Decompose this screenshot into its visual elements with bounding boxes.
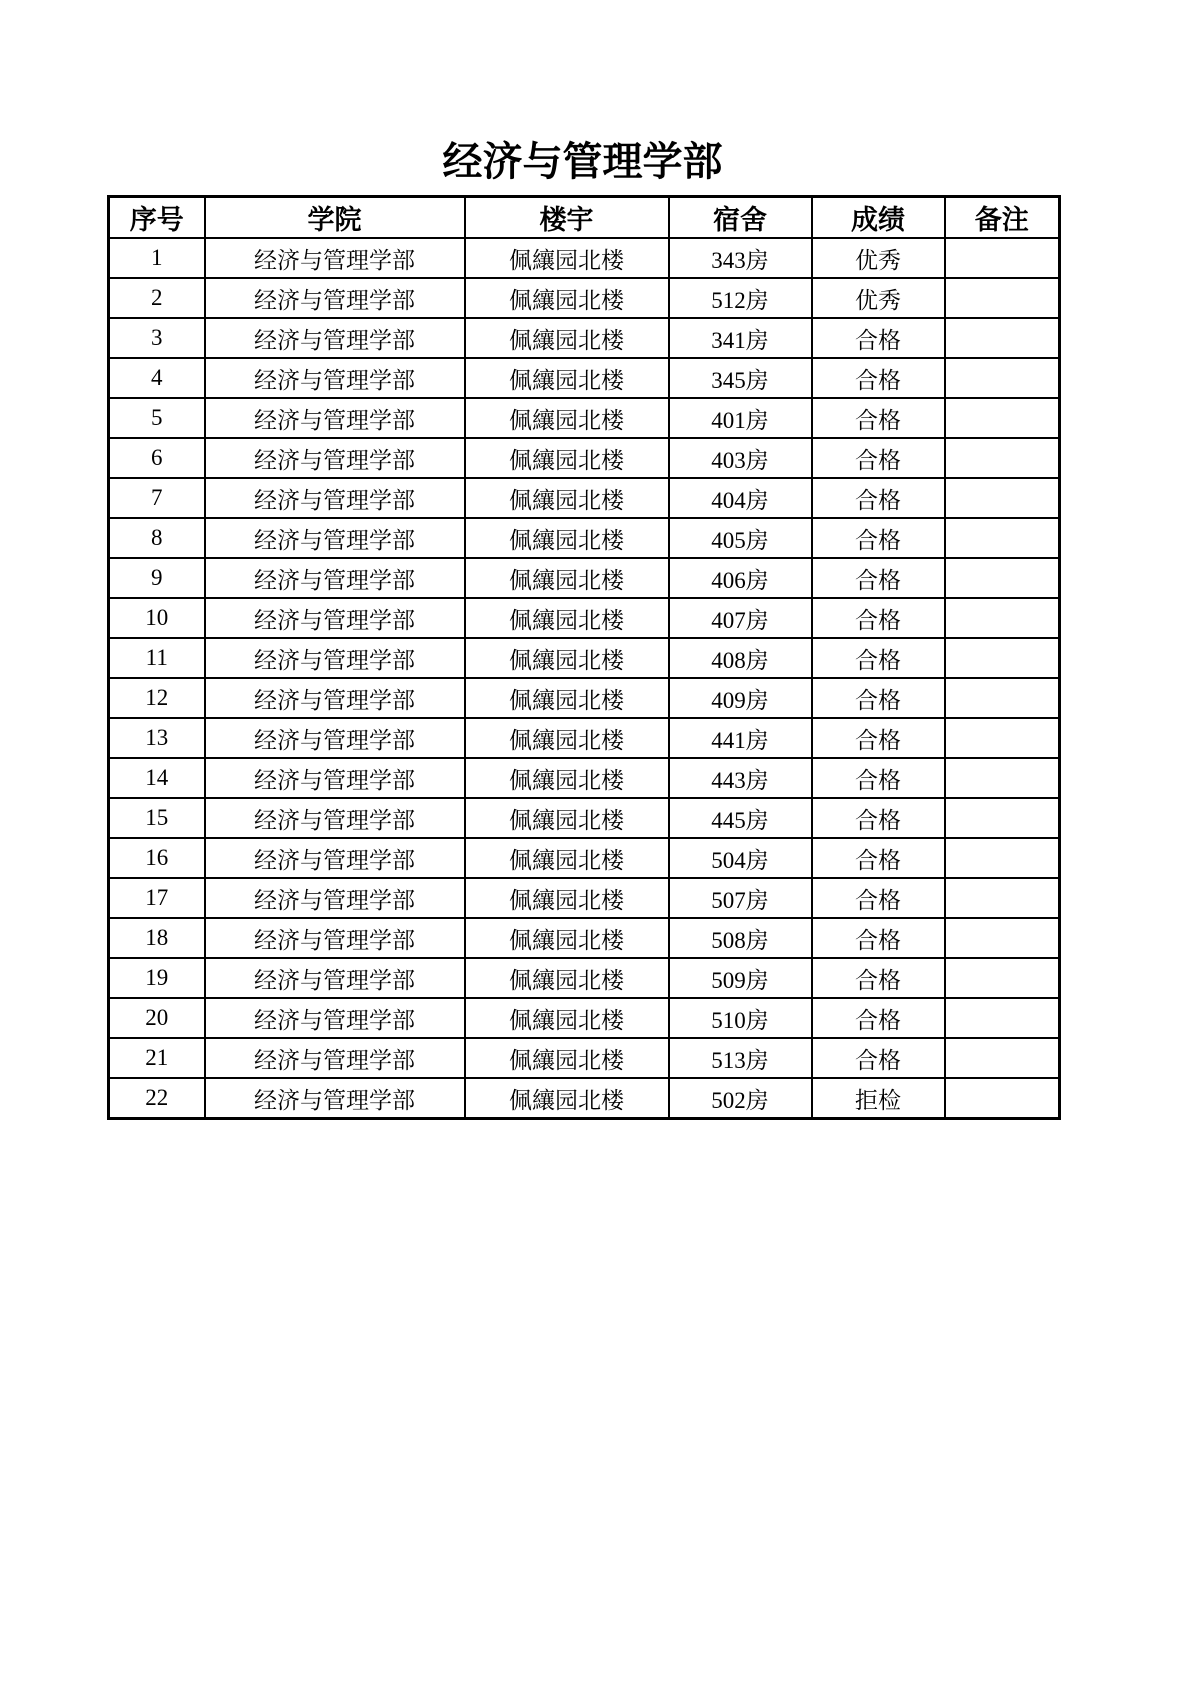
cell-no: 6 [109, 438, 205, 478]
table-row [109, 398, 1060, 438]
cell-room: 443房 [669, 758, 812, 798]
cell-college: 经济与管理学部 [205, 638, 465, 678]
cell-building: 佩纕园北楼 [465, 678, 669, 718]
cell-room: 513房 [669, 1038, 812, 1078]
cell-college: 经济与管理学部 [205, 598, 465, 638]
cell-remark [945, 358, 1060, 398]
cell-room: 341房 [669, 318, 812, 358]
table-row [109, 838, 1060, 878]
cell-no: 1 [109, 238, 205, 278]
cell-building: 佩纕园北楼 [465, 958, 669, 998]
cell-college: 经济与管理学部 [205, 1038, 465, 1078]
table-row [109, 238, 1060, 278]
cell-grade: 合格 [812, 678, 945, 718]
cell-room: 504房 [669, 838, 812, 878]
cell-no: 16 [109, 838, 205, 878]
cell-remark [945, 598, 1060, 638]
cell-building: 佩纕园北楼 [465, 438, 669, 478]
cell-building: 佩纕园北楼 [465, 238, 669, 278]
cell-room: 345房 [669, 358, 812, 398]
cell-college: 经济与管理学部 [205, 1078, 465, 1119]
cell-grade: 合格 [812, 638, 945, 678]
cell-grade: 合格 [812, 878, 945, 918]
header-room: 宿舍 [669, 197, 812, 239]
table-row [109, 678, 1060, 718]
cell-remark [945, 638, 1060, 678]
cell-room: 445房 [669, 798, 812, 838]
table-row [109, 318, 1060, 358]
table-row [109, 798, 1060, 838]
header-college: 学院 [205, 197, 465, 239]
cell-remark [945, 238, 1060, 278]
cell-grade: 拒检 [812, 1078, 945, 1119]
cell-grade: 合格 [812, 478, 945, 518]
cell-remark [945, 998, 1060, 1038]
cell-remark [945, 678, 1060, 718]
cell-no: 11 [109, 638, 205, 678]
cell-college: 经济与管理学部 [205, 278, 465, 318]
cell-grade: 合格 [812, 318, 945, 358]
cell-building: 佩纕园北楼 [465, 358, 669, 398]
cell-no: 13 [109, 718, 205, 758]
cell-remark [945, 918, 1060, 958]
cell-grade: 合格 [812, 438, 945, 478]
cell-grade: 优秀 [812, 238, 945, 278]
cell-college: 经济与管理学部 [205, 478, 465, 518]
cell-no: 9 [109, 558, 205, 598]
header-remark: 备注 [945, 197, 1060, 239]
cell-college: 经济与管理学部 [205, 838, 465, 878]
cell-room: 407房 [669, 598, 812, 638]
header-no: 序号 [109, 197, 205, 239]
table-row [109, 358, 1060, 398]
header-building: 楼宇 [465, 197, 669, 239]
cell-remark [945, 398, 1060, 438]
table-row [109, 1078, 1060, 1119]
cell-no: 14 [109, 758, 205, 798]
cell-college: 经济与管理学部 [205, 358, 465, 398]
cell-college: 经济与管理学部 [205, 238, 465, 278]
cell-no: 18 [109, 918, 205, 958]
cell-college: 经济与管理学部 [205, 798, 465, 838]
cell-no: 12 [109, 678, 205, 718]
header-grade: 成绩 [812, 197, 945, 239]
cell-grade: 合格 [812, 798, 945, 838]
cell-grade: 合格 [812, 398, 945, 438]
cell-grade: 合格 [812, 758, 945, 798]
cell-remark [945, 518, 1060, 558]
cell-no: 7 [109, 478, 205, 518]
table-row [109, 758, 1060, 798]
cell-college: 经济与管理学部 [205, 758, 465, 798]
cell-no: 8 [109, 518, 205, 558]
cell-college: 经济与管理学部 [205, 918, 465, 958]
cell-building: 佩纕园北楼 [465, 838, 669, 878]
cell-remark [945, 438, 1060, 478]
cell-college: 经济与管理学部 [205, 718, 465, 758]
table-row [109, 278, 1060, 318]
cell-building: 佩纕园北楼 [465, 878, 669, 918]
cell-remark [945, 878, 1060, 918]
cell-room: 409房 [669, 678, 812, 718]
cell-grade: 合格 [812, 918, 945, 958]
cell-building: 佩纕园北楼 [465, 398, 669, 438]
cell-remark [945, 1038, 1060, 1078]
cell-college: 经济与管理学部 [205, 878, 465, 918]
cell-grade: 合格 [812, 998, 945, 1038]
table-body [109, 238, 1060, 1119]
cell-remark [945, 718, 1060, 758]
cell-building: 佩纕园北楼 [465, 1078, 669, 1119]
cell-no: 17 [109, 878, 205, 918]
cell-no: 20 [109, 998, 205, 1038]
table-row [109, 878, 1060, 918]
table-row [109, 438, 1060, 478]
cell-college: 经济与管理学部 [205, 518, 465, 558]
cell-remark [945, 558, 1060, 598]
cell-grade: 合格 [812, 558, 945, 598]
cell-remark [945, 278, 1060, 318]
cell-no: 22 [109, 1078, 205, 1119]
table-row [109, 518, 1060, 558]
cell-college: 经济与管理学部 [205, 318, 465, 358]
cell-no: 5 [109, 398, 205, 438]
cell-grade: 合格 [812, 838, 945, 878]
cell-room: 507房 [669, 878, 812, 918]
table-row [109, 598, 1060, 638]
cell-remark [945, 798, 1060, 838]
cell-building: 佩纕园北楼 [465, 598, 669, 638]
cell-room: 508房 [669, 918, 812, 958]
table-row [109, 638, 1060, 678]
cell-room: 512房 [669, 278, 812, 318]
cell-no: 21 [109, 1038, 205, 1078]
cell-remark [945, 958, 1060, 998]
cell-remark [945, 758, 1060, 798]
cell-college: 经济与管理学部 [205, 958, 465, 998]
dormitory-grades-table [107, 195, 1061, 1120]
cell-college: 经济与管理学部 [205, 398, 465, 438]
cell-grade: 合格 [812, 598, 945, 638]
table-row [109, 1038, 1060, 1078]
cell-grade: 合格 [812, 518, 945, 558]
table-row [109, 718, 1060, 758]
table-row [109, 958, 1060, 998]
cell-building: 佩纕园北楼 [465, 918, 669, 958]
cell-building: 佩纕园北楼 [465, 558, 669, 598]
cell-room: 401房 [669, 398, 812, 438]
cell-room: 441房 [669, 718, 812, 758]
cell-college: 经济与管理学部 [205, 438, 465, 478]
cell-remark [945, 318, 1060, 358]
cell-grade: 合格 [812, 718, 945, 758]
cell-no: 15 [109, 798, 205, 838]
cell-building: 佩纕园北楼 [465, 718, 669, 758]
cell-room: 510房 [669, 998, 812, 1038]
cell-remark [945, 838, 1060, 878]
cell-room: 408房 [669, 638, 812, 678]
cell-room: 406房 [669, 558, 812, 598]
table-row [109, 998, 1060, 1038]
cell-room: 343房 [669, 238, 812, 278]
table-row [109, 558, 1060, 598]
cell-building: 佩纕园北楼 [465, 278, 669, 318]
table-row [109, 918, 1060, 958]
cell-college: 经济与管理学部 [205, 678, 465, 718]
page-title: 经济与管理学部 [442, 139, 723, 184]
cell-room: 502房 [669, 1078, 812, 1119]
cell-no: 3 [109, 318, 205, 358]
cell-no: 4 [109, 358, 205, 398]
table-row [109, 478, 1060, 518]
cell-building: 佩纕园北楼 [465, 758, 669, 798]
cell-building: 佩纕园北楼 [465, 318, 669, 358]
cell-building: 佩纕园北楼 [465, 478, 669, 518]
cell-grade: 合格 [812, 958, 945, 998]
cell-building: 佩纕园北楼 [465, 518, 669, 558]
cell-building: 佩纕园北楼 [465, 798, 669, 838]
cell-room: 403房 [669, 438, 812, 478]
cell-room: 405房 [669, 518, 812, 558]
cell-room: 404房 [669, 478, 812, 518]
cell-room: 509房 [669, 958, 812, 998]
cell-college: 经济与管理学部 [205, 998, 465, 1038]
header-row [109, 197, 1060, 239]
cell-college: 经济与管理学部 [205, 558, 465, 598]
cell-no: 19 [109, 958, 205, 998]
cell-no: 10 [109, 598, 205, 638]
cell-grade: 合格 [812, 1038, 945, 1078]
cell-no: 2 [109, 278, 205, 318]
cell-grade: 合格 [812, 358, 945, 398]
cell-grade: 优秀 [812, 278, 945, 318]
cell-building: 佩纕园北楼 [465, 998, 669, 1038]
cell-building: 佩纕园北楼 [465, 638, 669, 678]
cell-building: 佩纕园北楼 [465, 1038, 669, 1078]
cell-remark [945, 478, 1060, 518]
cell-remark [945, 1078, 1060, 1119]
